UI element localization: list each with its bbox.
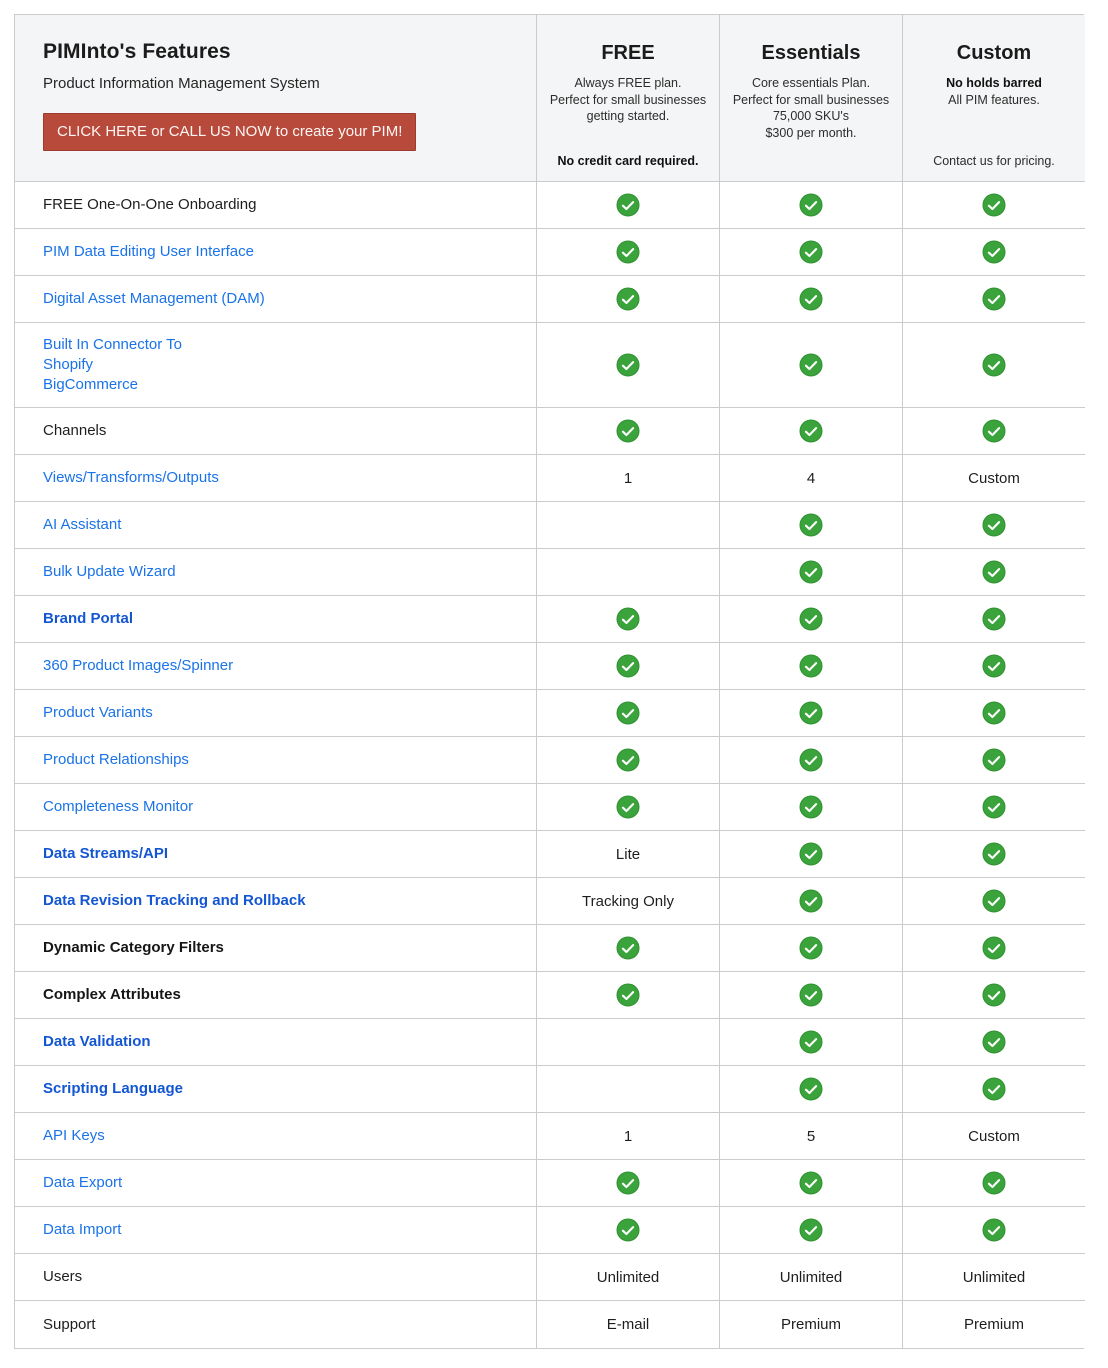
check-circle-icon	[616, 1218, 640, 1242]
feature-included-cell	[903, 784, 1085, 831]
plan-header-custom	[903, 15, 1085, 182]
table-row-label-cell	[15, 1301, 537, 1348]
feature-included-cell	[903, 323, 1085, 408]
table-row-label-cell	[15, 925, 537, 972]
feature-text: Users	[43, 1268, 83, 1285]
feature-text: Complex Attributes	[43, 986, 181, 1003]
table-row-label-cell	[15, 1160, 537, 1207]
feature-included-cell	[720, 229, 903, 276]
feature-value-cell: 1	[537, 455, 720, 502]
check-circle-icon	[982, 513, 1006, 537]
check-circle-icon	[799, 560, 823, 584]
feature-included-cell	[903, 1207, 1085, 1254]
feature-included-cell	[720, 182, 903, 229]
plan-description: Always FREE plan. Perfect for small businesses getting started.	[549, 76, 707, 124]
feature-included-cell	[720, 972, 903, 1019]
feature-value-cell: Tracking Only	[537, 878, 720, 925]
check-circle-icon	[616, 983, 640, 1007]
check-circle-icon	[982, 353, 1006, 377]
check-circle-icon	[799, 936, 823, 960]
feature-included-cell	[903, 408, 1085, 455]
table-row-label-cell	[15, 643, 537, 690]
feature-included-cell	[720, 408, 903, 455]
feature-value-cell: 1	[537, 1113, 720, 1160]
feature-link[interactable]: AI Assistant	[43, 516, 122, 533]
feature-included-cell	[537, 323, 720, 408]
feature-value-cell: Premium	[903, 1301, 1085, 1348]
feature-value-cell: Unlimited	[903, 1254, 1085, 1301]
table-row-label-cell	[15, 1207, 537, 1254]
table-row-label-cell	[15, 1066, 537, 1113]
feature-link[interactable]: Brand Portal	[43, 610, 134, 627]
check-circle-icon	[616, 193, 640, 217]
check-circle-icon	[799, 654, 823, 678]
check-circle-icon	[982, 287, 1006, 311]
feature-link[interactable]: PIM Data Editing User Interface	[43, 243, 254, 260]
feature-included-cell	[537, 972, 720, 1019]
table-row-label-cell	[15, 229, 537, 276]
check-circle-icon	[616, 287, 640, 311]
table-row-label-cell	[15, 1254, 537, 1301]
feature-link[interactable]: 360 Product Images/Spinner	[43, 657, 234, 674]
check-circle-icon	[982, 936, 1006, 960]
feature-empty-cell	[537, 1066, 720, 1113]
feature-included-cell	[720, 1019, 903, 1066]
check-circle-icon	[982, 795, 1006, 819]
check-circle-icon	[799, 240, 823, 264]
feature-link[interactable]: Data Revision Tracking and Rollback	[43, 892, 306, 909]
feature-included-cell	[537, 737, 720, 784]
check-circle-icon	[799, 842, 823, 866]
feature-text: Dynamic Category Filters	[43, 939, 224, 956]
check-circle-icon	[616, 701, 640, 725]
feature-included-cell	[903, 276, 1085, 323]
check-circle-icon	[982, 607, 1006, 631]
plan-name: FREE	[601, 42, 655, 64]
table-row-label-cell	[15, 831, 537, 878]
feature-included-cell	[720, 1207, 903, 1254]
table-row-label-cell	[15, 408, 537, 455]
table-row-label-cell	[15, 276, 537, 323]
feature-value-cell: Custom	[903, 455, 1085, 502]
check-circle-icon	[982, 240, 1006, 264]
feature-value-cell: 4	[720, 455, 903, 502]
feature-included-cell	[720, 502, 903, 549]
feature-value-cell: Premium	[720, 1301, 903, 1348]
check-circle-icon	[799, 513, 823, 537]
feature-text: Support	[43, 1315, 96, 1333]
feature-link[interactable]: Built In Connector To Shopify BigCommerce	[43, 336, 182, 393]
feature-empty-cell	[537, 549, 720, 596]
check-circle-icon	[616, 936, 640, 960]
feature-empty-cell	[537, 502, 720, 549]
feature-included-cell	[537, 596, 720, 643]
check-circle-icon	[616, 795, 640, 819]
feature-included-cell	[903, 182, 1085, 229]
check-circle-icon	[616, 654, 640, 678]
feature-included-cell	[720, 549, 903, 596]
feature-included-cell	[903, 925, 1085, 972]
check-circle-icon	[616, 607, 640, 631]
feature-included-cell	[720, 1160, 903, 1207]
feature-included-cell	[720, 690, 903, 737]
feature-included-cell	[537, 1207, 720, 1254]
plan-description: Core essentials Plan. Perfect for small businesses 75,000 SKU's $300 per month.	[732, 76, 890, 140]
feature-included-cell	[903, 549, 1085, 596]
feature-included-cell	[903, 502, 1085, 549]
feature-included-cell	[903, 596, 1085, 643]
feature-included-cell	[537, 690, 720, 737]
table-row-label-cell	[15, 1113, 537, 1160]
check-circle-icon	[982, 701, 1006, 725]
feature-included-cell	[720, 1066, 903, 1113]
feature-included-cell	[903, 1019, 1085, 1066]
feature-included-cell	[537, 1160, 720, 1207]
check-circle-icon	[799, 1171, 823, 1195]
feature-link[interactable]: Digital Asset Management (DAM)	[43, 290, 265, 307]
feature-included-cell	[903, 1066, 1085, 1113]
check-circle-icon	[982, 1218, 1006, 1242]
feature-value-cell: 5	[720, 1113, 903, 1160]
feature-text: Channels	[43, 422, 107, 439]
table-row-label-cell	[15, 737, 537, 784]
page-subtitle: Product Information Management System	[43, 75, 320, 92]
check-circle-icon	[982, 654, 1006, 678]
table-row-label-cell	[15, 182, 537, 229]
feature-link[interactable]: Data Validation	[43, 1033, 151, 1050]
table-row-label-cell	[15, 596, 537, 643]
check-circle-icon	[982, 560, 1006, 584]
feature-included-cell	[903, 831, 1085, 878]
check-circle-icon	[616, 353, 640, 377]
check-circle-icon	[982, 889, 1006, 913]
feature-value-cell: Unlimited	[720, 1254, 903, 1301]
check-circle-icon	[982, 1171, 1006, 1195]
check-circle-icon	[799, 419, 823, 443]
table-row-label-cell	[15, 1019, 537, 1066]
check-circle-icon	[799, 353, 823, 377]
feature-text: FREE One-On-One Onboarding	[43, 196, 257, 213]
check-circle-icon	[616, 1171, 640, 1195]
feature-included-cell	[537, 229, 720, 276]
feature-included-cell	[720, 643, 903, 690]
table-row-label-cell	[15, 323, 537, 408]
table-row-label-cell	[15, 972, 537, 1019]
cta-button[interactable]: CLICK HERE or CALL US NOW to create your PIM!	[43, 113, 416, 151]
feature-value-cell: E-mail	[537, 1301, 720, 1348]
feature-value-cell: Lite	[537, 831, 720, 878]
table-row-label-cell	[15, 784, 537, 831]
feature-included-cell	[720, 878, 903, 925]
check-circle-icon	[982, 1077, 1006, 1101]
check-circle-icon	[799, 795, 823, 819]
table-row-label-cell	[15, 502, 537, 549]
check-circle-icon	[799, 1218, 823, 1242]
table-row-label-cell	[15, 690, 537, 737]
table-intro-cell	[15, 15, 537, 182]
feature-included-cell	[537, 784, 720, 831]
pricing-page	[14, 14, 1084, 1349]
feature-included-cell	[903, 737, 1085, 784]
feature-link[interactable]: Views/Transforms/Outputs	[43, 469, 219, 486]
feature-included-cell	[903, 878, 1085, 925]
feature-included-cell	[903, 972, 1085, 1019]
feature-value-cell: Unlimited	[537, 1254, 720, 1301]
check-circle-icon	[799, 287, 823, 311]
check-circle-icon	[982, 419, 1006, 443]
feature-included-cell	[720, 276, 903, 323]
plan-description: No holds barred All PIM features.	[946, 76, 1042, 107]
table-row-label-cell	[15, 549, 537, 596]
plan-footnote: No credit card required.	[557, 154, 699, 168]
feature-included-cell	[720, 925, 903, 972]
feature-link[interactable]: Bulk Update Wizard	[43, 563, 176, 580]
feature-included-cell	[720, 831, 903, 878]
check-circle-icon	[799, 1077, 823, 1101]
check-circle-icon	[799, 1030, 823, 1054]
check-circle-icon	[799, 607, 823, 631]
feature-included-cell	[537, 925, 720, 972]
feature-included-cell	[903, 690, 1085, 737]
feature-link[interactable]: Completeness Monitor	[43, 798, 194, 815]
check-circle-icon	[616, 748, 640, 772]
plan-name: Custom	[956, 42, 1032, 64]
feature-link[interactable]: Data Export	[43, 1174, 123, 1191]
feature-link[interactable]: Product Variants	[43, 704, 153, 721]
check-circle-icon	[616, 419, 640, 443]
feature-included-cell	[720, 784, 903, 831]
check-circle-icon	[982, 842, 1006, 866]
feature-included-cell	[903, 1160, 1085, 1207]
check-circle-icon	[799, 193, 823, 217]
plan-name: Essentials	[761, 42, 861, 64]
feature-link[interactable]: Data Streams/API	[43, 845, 169, 862]
check-circle-icon	[982, 983, 1006, 1007]
plan-footnote: Contact us for pricing.	[933, 154, 1055, 168]
feature-included-cell	[903, 229, 1085, 276]
feature-empty-cell	[537, 1019, 720, 1066]
feature-link[interactable]: Data Import	[43, 1221, 122, 1238]
page-title: PIMInto's Features	[43, 40, 231, 63]
check-circle-icon	[982, 193, 1006, 217]
feature-included-cell	[537, 276, 720, 323]
feature-included-cell	[720, 596, 903, 643]
check-circle-icon	[982, 1030, 1006, 1054]
check-circle-icon	[799, 748, 823, 772]
feature-link[interactable]: Scripting Language	[43, 1080, 184, 1097]
feature-included-cell	[720, 737, 903, 784]
check-circle-icon	[799, 889, 823, 913]
check-circle-icon	[982, 748, 1006, 772]
feature-value-cell: Custom	[903, 1113, 1085, 1160]
table-row-label-cell	[15, 455, 537, 502]
feature-included-cell	[537, 643, 720, 690]
feature-link[interactable]: API Keys	[43, 1127, 105, 1144]
plan-header-essentials	[720, 15, 903, 182]
feature-included-cell	[720, 323, 903, 408]
feature-included-cell	[903, 643, 1085, 690]
feature-included-cell	[537, 408, 720, 455]
feature-included-cell	[537, 182, 720, 229]
check-circle-icon	[799, 983, 823, 1007]
plan-header-free	[537, 15, 720, 182]
check-circle-icon	[616, 240, 640, 264]
check-circle-icon	[799, 701, 823, 725]
table-row-label-cell	[15, 878, 537, 925]
feature-link[interactable]: Product Relationships	[43, 751, 189, 768]
features-comparison-table	[14, 14, 1084, 1349]
